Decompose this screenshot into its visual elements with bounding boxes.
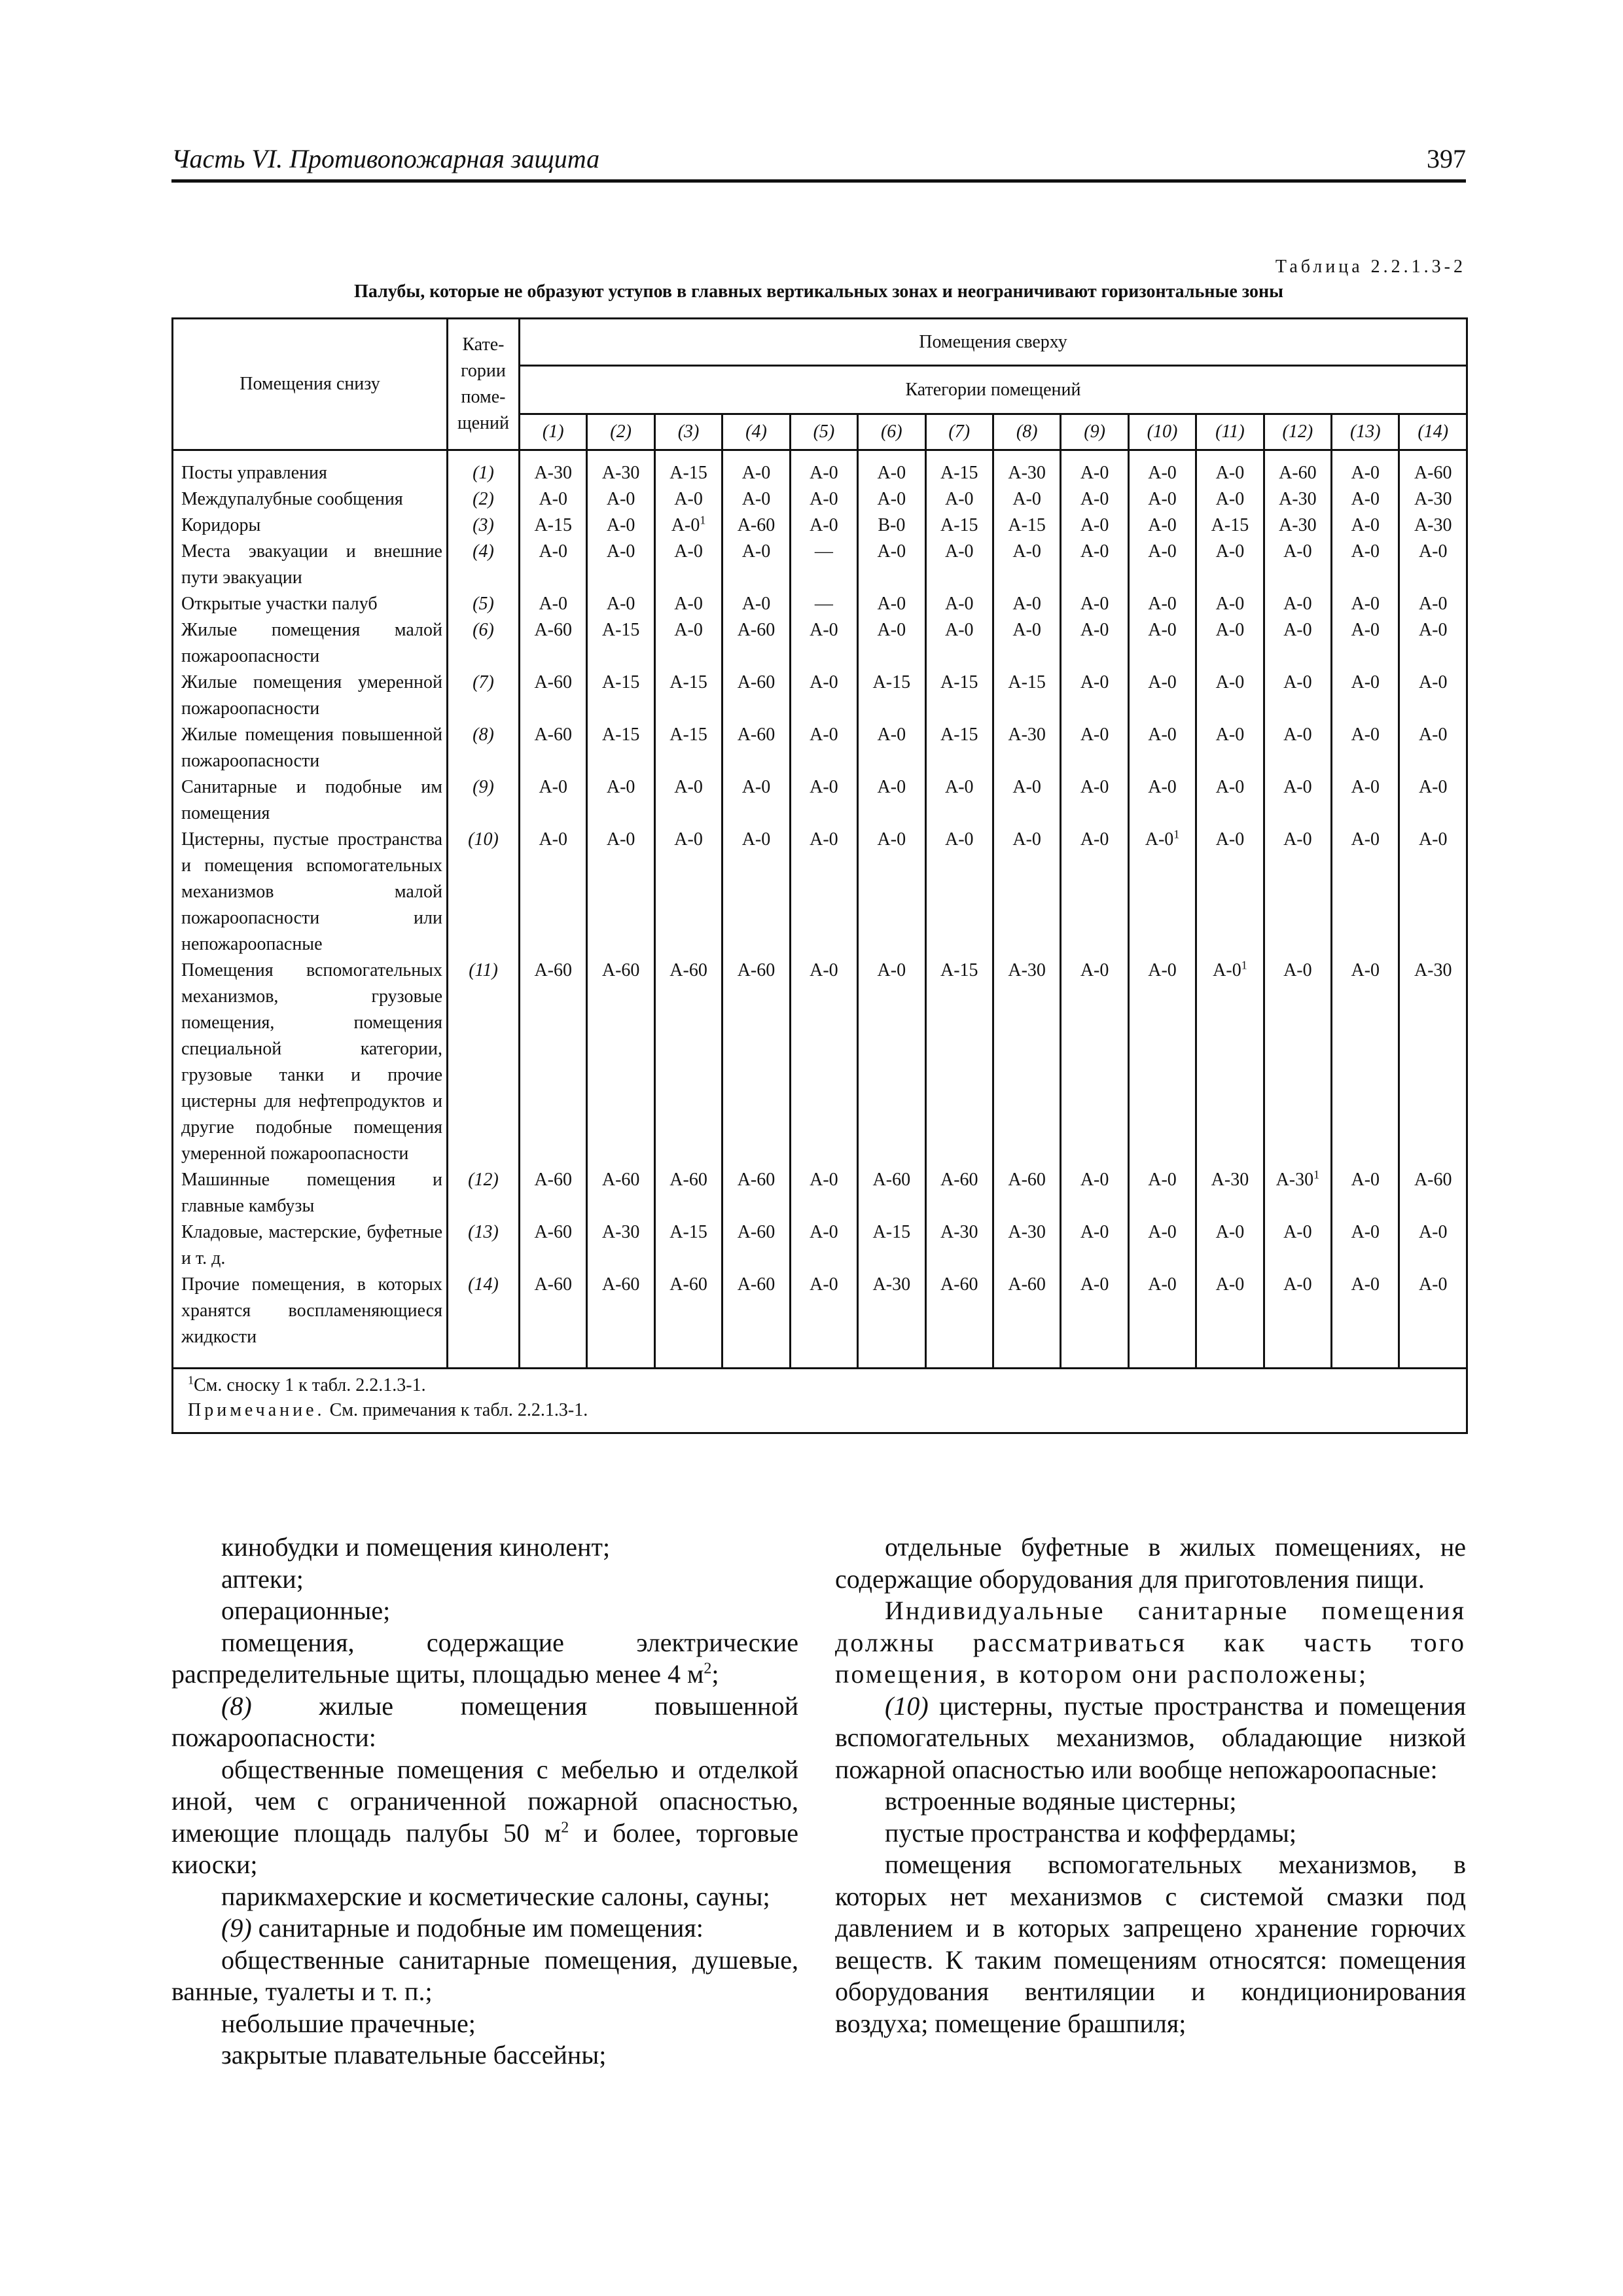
table-row <box>173 486 1467 512</box>
table-cell: A-0 <box>1128 591 1196 617</box>
table-cell: A-30 <box>993 958 1060 1167</box>
table-cell: A-60 <box>1399 1167 1467 1219</box>
table-cell: A-0$^1$ <box>1128 827 1196 958</box>
table-cell: A-0 <box>1332 591 1399 617</box>
table-cell: A-60 <box>520 1272 587 1369</box>
row-space-name: Цистерны, пустые пространства и помещения вспомогательных механизмов малой пожароопасности или непожароопасные <box>173 827 448 958</box>
table-cell: A-0 <box>790 1167 857 1219</box>
paragraph: (8) жилые помещения повышенной пожароопасности: <box>171 1691 798 1752</box>
table-cell: A-0 <box>722 539 790 591</box>
table-cell: A-0 <box>790 722 857 774</box>
table-cell: A-15 <box>587 722 654 774</box>
row-category: (14) <box>448 1272 520 1369</box>
table-cell: A-0 <box>790 617 857 670</box>
table-row <box>173 827 1467 958</box>
table-cell: A-60 <box>993 1272 1060 1369</box>
paragraph: парикмахерские и косметические салоны, сауны; <box>221 1881 770 1911</box>
table-cell: A-0 <box>520 774 587 827</box>
table-row <box>173 617 1467 670</box>
table-cell: A-60 <box>722 617 790 670</box>
table-row <box>173 591 1467 617</box>
row-category: (13) <box>448 1219 520 1272</box>
row-space-name: Санитарные и подобные им помещения <box>173 774 448 827</box>
table-cell: A-60 <box>520 958 587 1167</box>
table-cell: A-0 <box>858 617 925 670</box>
table-cell: A-0 <box>858 827 925 958</box>
table-cell: A-60 <box>520 670 587 722</box>
row-category: (11) <box>448 958 520 1167</box>
table-cell: A-0 <box>1061 670 1128 722</box>
table-cell: A-15 <box>520 512 587 539</box>
table-cell: A-0 <box>1399 827 1467 958</box>
paragraph: помещения вспомогательных механизмов, в которых нет механизмов с системой смазки под давлением и в которых запрещено хранение горючих веществ. К таким помещениям относятся: помещения оборудования вентиляции и кондиционирования воздуха; помещение брашпиля; <box>835 1850 1466 2038</box>
table-cell: A-60 <box>520 722 587 774</box>
page-number: 397 <box>1427 144 1466 173</box>
table-cell: A-30 <box>858 1272 925 1369</box>
table-cell: A-0 <box>1061 1272 1128 1369</box>
table-caption: Палубы, которые не образуют уступов в главных вертикальных зонах и неограничивают горизонтальные зоны <box>354 281 1283 302</box>
table-cell: A-60 <box>722 1272 790 1369</box>
table-cell: A-0 <box>1196 486 1264 512</box>
header-spaces-above: Помещения сверху <box>520 319 1467 366</box>
row-category: (5) <box>448 591 520 617</box>
table-cell: A-0 <box>587 591 654 617</box>
table-cell: A-60 <box>722 722 790 774</box>
table-row <box>173 670 1467 722</box>
table-row <box>173 774 1467 827</box>
row-category: (2) <box>448 486 520 512</box>
column-number: (4) <box>722 414 790 450</box>
paragraph: отдельные буфетные в жилых помещениях, не содержащие оборудования для приготовления пищи. <box>835 1532 1466 1594</box>
table-cell: A-0 <box>993 539 1060 591</box>
table-cell: A-60 <box>722 1167 790 1219</box>
table-cell: A-0 <box>1332 827 1399 958</box>
paragraph: операционные; <box>221 1596 391 1625</box>
table-cell: A-0 <box>1128 1167 1196 1219</box>
table-cell: A-0 <box>1061 1167 1128 1219</box>
table-cell: A-15 <box>587 670 654 722</box>
section-title: Часть VI. Противопожарная защита <box>171 144 600 173</box>
row-category: (8) <box>448 722 520 774</box>
table-cell: A-15 <box>654 670 722 722</box>
table-cell: A-0 <box>1264 539 1331 591</box>
table-cell: A-0 <box>858 774 925 827</box>
table-cell: A-0 <box>1128 486 1196 512</box>
table-cell: A-0 <box>1264 617 1331 670</box>
table-cell: A-0 <box>1264 958 1331 1167</box>
table-cell: A-0 <box>1061 486 1128 512</box>
table-cell: A-0 <box>925 486 993 512</box>
row-space-name: Прочие помещения, в которых хранятся воспламеняющиеся жидкости <box>173 1272 448 1369</box>
table-cell: A-30 <box>993 450 1060 487</box>
table-cell: A-30 <box>1399 486 1467 512</box>
table-note: Примечание. См. примечания к табл. 2.2.1.3-1. <box>188 1400 588 1420</box>
table-cell: A-60 <box>722 670 790 722</box>
table-cell: A-0 <box>925 827 993 958</box>
row-category: (10) <box>448 827 520 958</box>
table-cell: A-30 <box>1264 486 1331 512</box>
table-cell: A-15 <box>654 1219 722 1272</box>
table-cell: A-0 <box>1196 1272 1264 1369</box>
table-cell: A-0 <box>1196 774 1264 827</box>
table-cell: A-0 <box>1264 774 1331 827</box>
table-cell: A-0 <box>1332 722 1399 774</box>
row-space-name: Помещения вспомогательных механизмов, грузовые помещения, помещения специальной категории, грузовые танки и прочие цистерны для нефтепродуктов и другие подобные помещения умеренной пожароопасности <box>173 958 448 1167</box>
row-space-name: Жилые помещения умеренной пожароопасности <box>173 670 448 722</box>
table-cell: A-30 <box>993 1219 1060 1272</box>
table-cell: A-0 <box>1061 958 1128 1167</box>
table-cell: A-0 <box>1196 591 1264 617</box>
table-row <box>173 1219 1467 1272</box>
table-cell: A-0 <box>1061 591 1128 617</box>
paragraph: помещения, содержащие электрические распределительные щиты, площадью менее 4 $м^2$; <box>171 1627 798 1689</box>
footnote-mark: 1 <box>1241 958 1247 972</box>
table-cell: A-0 <box>993 617 1060 670</box>
table-cell: A-0 <box>1332 450 1399 487</box>
table-cell: A-0$^1$ <box>1196 958 1264 1167</box>
table-cell: A-15 <box>925 512 993 539</box>
table-cell: A-15 <box>993 670 1060 722</box>
table-cell: A-60 <box>1264 450 1331 487</box>
row-space-name: Коридоры <box>173 512 448 539</box>
table-cell: A-0 <box>1061 1219 1128 1272</box>
table-cell: A-0 <box>790 774 857 827</box>
table-cell: A-0 <box>1332 1167 1399 1219</box>
table-cell: A-60 <box>654 958 722 1167</box>
table-cell: A-60 <box>520 1167 587 1219</box>
header-category: Кате- гории поме- щений <box>448 319 520 450</box>
table-cell: A-0 <box>587 827 654 958</box>
table-cell: A-15 <box>925 450 993 487</box>
table-cell: A-0 <box>1196 617 1264 670</box>
row-space-name: Кладовые, мастерские, буфетные и т. д. <box>173 1219 448 1272</box>
table-cell: A-0 <box>1264 591 1331 617</box>
table-cell: A-0 <box>587 512 654 539</box>
table-cell: A-0 <box>993 774 1060 827</box>
table-cell: A-0 <box>654 591 722 617</box>
paragraph: небольшие прачечные; <box>221 2008 476 2038</box>
table-cell: A-60 <box>925 1167 993 1219</box>
table-cell: A-30 <box>587 450 654 487</box>
paragraph: общественные помещения с мебелью и отделкой иной, чем с ограниченной пожарной опасностью, имеющие площадь палубы 50 $м^2$ и более, торговые киоски; <box>171 1754 798 1879</box>
table-cell: A-0 <box>790 827 857 958</box>
table-cell: A-0 <box>722 486 790 512</box>
table-cell: A-60 <box>520 617 587 670</box>
row-category: (12) <box>448 1167 520 1219</box>
table-cell: A-0 <box>1399 617 1467 670</box>
row-category: (7) <box>448 670 520 722</box>
table-cell: A-0 <box>1128 722 1196 774</box>
table-cell: A-0 <box>1399 591 1467 617</box>
table-cell: A-15 <box>925 670 993 722</box>
paragraph: аптеки; <box>221 1564 304 1594</box>
page-header <box>171 143 1466 183</box>
header-above-categories: Категории помещений <box>520 366 1467 414</box>
table-cell: A-0 <box>1264 722 1331 774</box>
table-cell: A-15 <box>654 450 722 487</box>
table-cell: A-0 <box>520 827 587 958</box>
table-cell: A-0 <box>1332 1219 1399 1272</box>
table-cell: A-15 <box>993 512 1060 539</box>
table-cell: A-0 <box>993 486 1060 512</box>
table-cell: A-60 <box>925 1272 993 1369</box>
paragraph: Индивидуальные санитарные помещения должны рассматриваться как часть того помещения, в котором они расположены; <box>835 1596 1466 1689</box>
footnote-mark: 1 <box>1173 827 1180 841</box>
table-cell: A-0 <box>1332 512 1399 539</box>
table-row <box>173 512 1467 539</box>
table-cell: A-0 <box>790 512 857 539</box>
table-cell: A-0 <box>1399 670 1467 722</box>
table-cell: A-0 <box>1264 670 1331 722</box>
table-cell: A-15 <box>1196 512 1264 539</box>
table-cell: A-0 <box>520 591 587 617</box>
table-row <box>173 958 1467 1167</box>
table-cell: A-0$^1$ <box>654 512 722 539</box>
table-cell: A-0 <box>993 591 1060 617</box>
table-cell: A-0 <box>925 539 993 591</box>
row-space-name: Открытые участки палуб <box>173 591 448 617</box>
column-number: (14) <box>1399 414 1467 450</box>
row-space-name: Жилые помещения малой пожароопасности <box>173 617 448 670</box>
table-cell: A-15 <box>654 722 722 774</box>
text-column-right <box>835 1532 1466 2039</box>
table-cell: A-15 <box>925 722 993 774</box>
paragraph: кинобудки и помещения кинолент; <box>221 1532 611 1562</box>
table-cell: A-60 <box>722 958 790 1167</box>
table-cell: A-0 <box>790 1272 857 1369</box>
paragraph: пустые пространства и коффердамы; <box>885 1818 1296 1848</box>
table-cell: A-30 <box>1399 512 1467 539</box>
table-cell: A-0 <box>993 827 1060 958</box>
table-cell: A-60 <box>587 1272 654 1369</box>
table-row <box>173 1167 1467 1219</box>
table-cell: A-0 <box>722 591 790 617</box>
table-cell: B-0 <box>858 512 925 539</box>
table-cell: A-0 <box>1399 774 1467 827</box>
table-row <box>173 722 1467 774</box>
table-cell: A-0 <box>925 617 993 670</box>
table-cell: A-15 <box>858 1219 925 1272</box>
table-cell: A-0 <box>1332 958 1399 1167</box>
column-number: (10) <box>1128 414 1196 450</box>
row-space-name: Жилые помещения повышенной пожароопасности <box>173 722 448 774</box>
table-cell: A-0 <box>1128 1219 1196 1272</box>
column-number: (7) <box>925 414 993 450</box>
table-cell: A-0 <box>1399 539 1467 591</box>
table-cell: A-0 <box>1196 1219 1264 1272</box>
table-cell: A-0 <box>1332 539 1399 591</box>
table-cell: A-15 <box>587 617 654 670</box>
table-cell: A-0 <box>1128 774 1196 827</box>
text-column-left <box>171 1532 798 2072</box>
table-cell: A-0 <box>1332 774 1399 827</box>
table-cell: A-60 <box>587 958 654 1167</box>
row-category: (1) <box>448 450 520 487</box>
column-number: (6) <box>858 414 925 450</box>
table-cell: A-0 <box>1128 539 1196 591</box>
table-cell: A-0 <box>858 486 925 512</box>
table-cell: A-0 <box>654 827 722 958</box>
table-row <box>173 450 1467 487</box>
table-cell: — <box>790 591 857 617</box>
table-cell: A-0 <box>520 539 587 591</box>
table-cell: A-0 <box>1332 617 1399 670</box>
table-cell: A-0 <box>1061 774 1128 827</box>
table-cell: A-0 <box>858 958 925 1167</box>
table-cell: A-0 <box>1196 539 1264 591</box>
table-cell: A-60 <box>1399 450 1467 487</box>
table-cell: A-0 <box>790 1219 857 1272</box>
table-cell: A-0 <box>790 486 857 512</box>
header-spaces-below: Помещения снизу <box>173 319 448 450</box>
table-cell: A-0 <box>925 774 993 827</box>
table-cell: A-0 <box>790 450 857 487</box>
row-space-name: Места эвакуации и внешние пути эвакуации <box>173 539 448 591</box>
table-cell: A-30 <box>925 1219 993 1272</box>
table-cell: A-60 <box>654 1167 722 1219</box>
table-cell: A-0 <box>1061 722 1128 774</box>
column-number: (11) <box>1196 414 1264 450</box>
paragraph: встроенные водяные цистерны; <box>885 1786 1237 1816</box>
table-cell: A-0 <box>790 670 857 722</box>
table-cell: A-0 <box>587 486 654 512</box>
table-cell: A-15 <box>925 958 993 1167</box>
table-cell: A-0 <box>1264 827 1331 958</box>
table-cell: A-0 <box>1196 450 1264 487</box>
table-cell: A-60 <box>858 1167 925 1219</box>
table-footnotes <box>173 1369 1467 1433</box>
table-cell: A-30 <box>1264 512 1331 539</box>
fire-integrity-table <box>171 317 1468 1434</box>
table-cell: A-0 <box>1264 1272 1331 1369</box>
column-number: (8) <box>993 414 1060 450</box>
table-cell: A-30 <box>520 450 587 487</box>
footnote-mark: 1 <box>700 513 706 527</box>
table-cell: A-0 <box>1399 722 1467 774</box>
table-cell: A-0 <box>1061 617 1128 670</box>
row-category: (6) <box>448 617 520 670</box>
table-cell: A-0 <box>1128 958 1196 1167</box>
table-cell: A-0 <box>654 617 722 670</box>
table-cell: A-15 <box>858 670 925 722</box>
table-cell: A-30 <box>587 1219 654 1272</box>
table-cell: A-0 <box>1128 450 1196 487</box>
table-cell: A-0 <box>520 486 587 512</box>
table-cell: A-0 <box>1399 1272 1467 1369</box>
table-cell: A-0 <box>587 774 654 827</box>
table-cell: A-0 <box>858 722 925 774</box>
table-cell: A-0 <box>1399 1219 1467 1272</box>
table-cell: A-0 <box>1128 617 1196 670</box>
column-number: (13) <box>1332 414 1399 450</box>
table-cell: A-0 <box>722 827 790 958</box>
table-row <box>173 539 1467 591</box>
paragraph: (10) цистерны, пустые пространства и помещения вспомогательных механизмов, обладающие низкой пожарной опасностью или вообще непожароопасные: <box>835 1691 1466 1784</box>
table-cell: A-0 <box>1061 539 1128 591</box>
table-cell: A-0 <box>790 958 857 1167</box>
row-category: (9) <box>448 774 520 827</box>
table-cell: A-0 <box>925 591 993 617</box>
row-category: (4) <box>448 539 520 591</box>
table-cell: A-60 <box>520 1219 587 1272</box>
row-space-name: Машинные помещения и главные камбузы <box>173 1167 448 1219</box>
column-number: (9) <box>1061 414 1128 450</box>
footnote: $^1$См. сноску 1 к табл. 2.2.1.3-1. <box>188 1373 426 1395</box>
row-category: (3) <box>448 512 520 539</box>
table-cell: A-0 <box>654 539 722 591</box>
table-cell: A-0 <box>1061 450 1128 487</box>
table-row <box>173 1272 1467 1369</box>
table-cell: A-60 <box>722 1219 790 1272</box>
table-cell: A-0 <box>654 774 722 827</box>
table-cell: A-0 <box>1196 722 1264 774</box>
table-cell: A-0 <box>1128 1272 1196 1369</box>
table-cell: A-30 <box>1196 1167 1264 1219</box>
table-cell: A-60 <box>654 1272 722 1369</box>
table-cell: A-0 <box>1128 512 1196 539</box>
paragraph: закрытые плавательные бассейны; <box>221 2040 607 2070</box>
table-cell: A-0 <box>722 450 790 487</box>
column-number: (12) <box>1264 414 1331 450</box>
column-number: (1) <box>520 414 587 450</box>
table-cell: A-0 <box>1196 827 1264 958</box>
table-cell: A-0 <box>858 591 925 617</box>
table-cell: A-0 <box>1332 486 1399 512</box>
table-cell: A-0 <box>858 450 925 487</box>
table-cell: A-0 <box>1128 670 1196 722</box>
footnote-mark: 1 <box>1313 1168 1320 1181</box>
table-cell: A-0 <box>1061 512 1128 539</box>
table-cell: A-0 <box>587 539 654 591</box>
row-space-name: Междупалубные сообщения <box>173 486 448 512</box>
table-cell: A-0 <box>1061 827 1128 958</box>
table-cell: A-0 <box>1332 1272 1399 1369</box>
table-cell: A-60 <box>722 512 790 539</box>
table-cell: A-0 <box>1196 670 1264 722</box>
table-cell: A-30 <box>993 722 1060 774</box>
column-number: (3) <box>654 414 722 450</box>
paragraph: (9) санитарные и подобные им помещения: <box>221 1913 704 1943</box>
table-cell: A-60 <box>587 1167 654 1219</box>
table-cell: A-60 <box>993 1167 1060 1219</box>
column-number: (2) <box>587 414 654 450</box>
table-cell: A-0 <box>722 774 790 827</box>
row-space-name: Посты управления <box>173 450 448 487</box>
column-number: (5) <box>790 414 857 450</box>
table-cell: A-30$^1$ <box>1264 1167 1331 1219</box>
table-cell: — <box>790 539 857 591</box>
table-cell: A-0 <box>1332 670 1399 722</box>
table-cell: A-0 <box>1264 1219 1331 1272</box>
paragraph: общественные санитарные помещения, душевые, ванные, туалеты и т. п.; <box>171 1945 798 2006</box>
table-cell: A-0 <box>654 486 722 512</box>
table-cell: A-0 <box>858 539 925 591</box>
table-cell: A-30 <box>1399 958 1467 1167</box>
table-number: Таблица 2.2.1.3-2 <box>1275 257 1466 277</box>
